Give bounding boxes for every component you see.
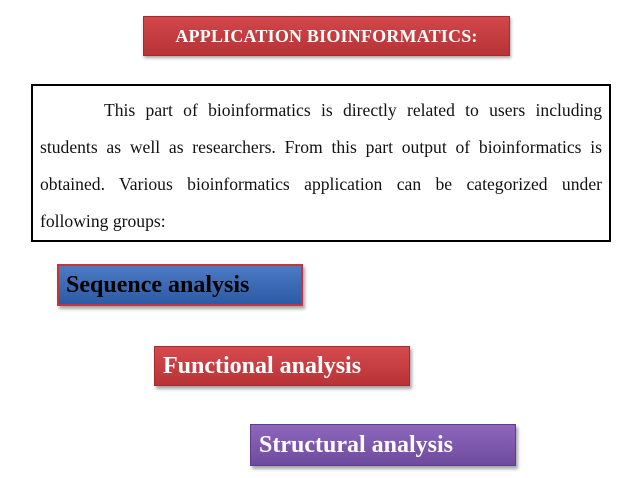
group-sequence-analysis: Sequence analysis [57,264,303,306]
slide-title-banner: APPLICATION BIOINFORMATICS: [143,16,510,56]
group-structural-analysis: Structural analysis [250,424,516,466]
group-functional-analysis: Functional analysis [154,346,410,386]
description-box: This part of bioinformatics is directly related to users including students as well as researchers. From this part output of bioinformatics is obtained. Various bioinformatics application can be categorized under following groups: [31,84,611,242]
